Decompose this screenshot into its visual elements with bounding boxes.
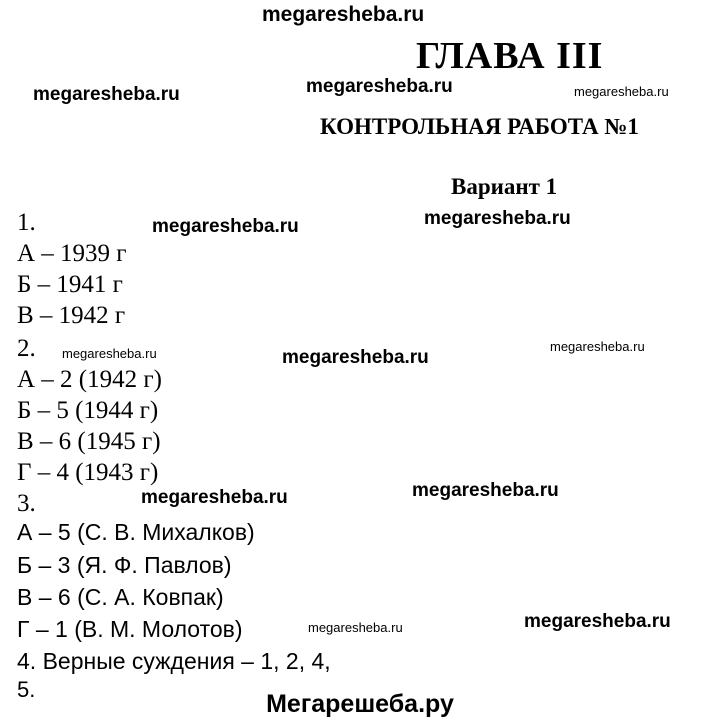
watermark: megaresheba.ru xyxy=(152,216,299,237)
answer-line: А – 5 (С. В. Михалков) xyxy=(17,519,255,545)
answer-line: В – 6 (1945 г) xyxy=(17,428,161,455)
answer-line: В – 6 (С. А. Ковпак) xyxy=(17,584,224,610)
answer-line: В – 1942 г xyxy=(17,302,126,329)
answer-line: Г – 4 (1943 г) xyxy=(17,459,159,486)
watermark: megaresheba.ru xyxy=(524,611,671,632)
answer-line: А – 1939 г xyxy=(17,240,127,267)
chapter-title: ГЛАВА III xyxy=(416,35,604,77)
question-3-number: 3. xyxy=(17,490,36,517)
answer-line: Б – 1941 г xyxy=(17,271,123,298)
header-watermark: megaresheba.ru xyxy=(262,3,425,26)
question-2-number: 2. xyxy=(17,335,36,362)
watermark: megaresheba.ru xyxy=(550,339,645,354)
watermark: megaresheba.ru xyxy=(574,84,669,99)
test-title: КОНТРОЛЬНАЯ РАБОТА №1 xyxy=(320,114,639,139)
watermark: megaresheba.ru xyxy=(62,346,157,361)
watermark: megaresheba.ru xyxy=(306,76,453,97)
footer-brand: Мегарешеба.ру xyxy=(266,690,454,718)
watermark: megaresheba.ru xyxy=(33,84,180,105)
watermark: megaresheba.ru xyxy=(282,347,429,368)
watermark: megaresheba.ru xyxy=(424,208,571,229)
question-1-number: 1. xyxy=(17,209,36,236)
answer-line: Г – 1 (В. М. Молотов) xyxy=(17,616,243,642)
answer-line: Б – 5 (1944 г) xyxy=(17,397,159,424)
question-5-number: 5. xyxy=(17,677,36,702)
watermark: megaresheba.ru xyxy=(141,487,288,508)
answer-line: Б – 3 (Я. Ф. Павлов) xyxy=(17,552,232,578)
watermark: megaresheba.ru xyxy=(412,480,559,501)
watermark: megaresheba.ru xyxy=(308,620,403,635)
answer-line: А – 2 (1942 г) xyxy=(17,366,162,393)
variant-title: Вариант 1 xyxy=(451,174,558,199)
answer-line: 4. Верные суждения – 1, 2, 4, xyxy=(17,648,331,674)
